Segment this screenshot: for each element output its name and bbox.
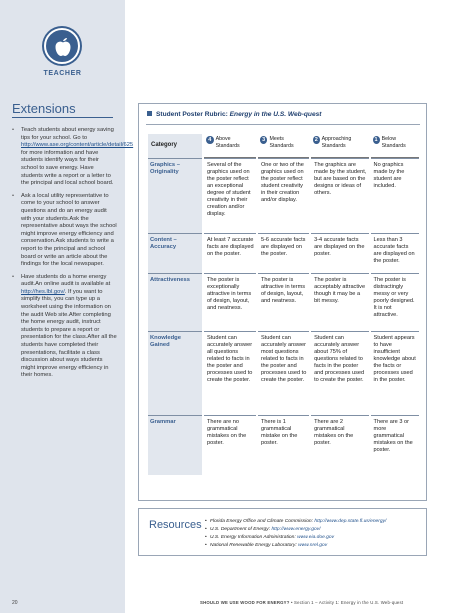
row-category: Grammar — [148, 415, 202, 475]
rubric-cell: There is 1 grammatical mistake on the poster. — [258, 415, 309, 475]
rubric-table — [146, 134, 421, 475]
row-category: Knowledge Gained — [148, 331, 202, 415]
resources-box — [138, 508, 427, 556]
extension-item: • Have students do a home energy audit.An online audit is available at http://hes.lbl.gov/. If you want to simplify this, you can type up a worksheet using the information on the audit Web site.After completing the home energy audit, instruct students to prepare a report or presentation for the class.After all the students have completed their presentations, facilitate a class discussion about ways students might improve energy efficiency in their homes. — [12, 274, 117, 380]
extensions-title: Extensions — [12, 101, 76, 116]
level-number-icon: 2 — [314, 137, 318, 143]
rubric-cell: Student can accurately answer most questions related to facts in the poster and processes used to create the poster. — [258, 331, 309, 415]
teacher-sidebar — [0, 0, 134, 613]
level-number-icon: 3 — [260, 136, 268, 144]
resource-item: • U.S. Department of Energy: http://www.energy.gov/ — [205, 526, 425, 534]
table-row — [148, 158, 419, 233]
table-row — [148, 331, 419, 415]
level-header-3: 3 Meets Standards — [258, 134, 309, 158]
rubric-cell: The poster is exceptionally attractive in terms of design, layout, and neatness. — [204, 273, 256, 331]
resource-item: • Florida Energy Office and Climate Commission: http://www.dep.state.fl.us/energy/ — [205, 518, 425, 526]
rubric-cell: There are no grammatical mistakes on the poster. — [204, 415, 256, 475]
level-header-4: 4 Above Standards — [204, 134, 256, 158]
level-header-2: 2 Approaching Standards — [311, 134, 368, 158]
resource-link[interactable]: www.eia.doe.gov — [297, 535, 335, 540]
rubric-cell: The poster is distractingly messy or very poorly designed. It is not attractive. — [371, 273, 419, 331]
rubric-cell: 3-4 accurate facts are displayed on the poster. — [311, 233, 368, 273]
rubric-cell: The poster is acceptably attractive though it may be a bit messy. — [311, 273, 368, 331]
rubric-cell: There are 2 grammatical mistakes on the poster. — [311, 415, 368, 475]
rubric-cell: There are 3 or more grammatical mistakes on the poster. — [371, 415, 419, 475]
apple-icon — [54, 37, 72, 57]
table-row — [148, 273, 419, 331]
resources-title: Resources — [149, 519, 202, 531]
rubric-title: Student Poster Rubric: Energy in the U.S. Web-quest — [147, 111, 322, 118]
rubric-cell: One or two of the graphics used on the poster reflect student creativity in their creation and/or display. — [258, 158, 309, 233]
resource-link[interactable]: http://www.dep.state.fl.us/energy/ — [314, 519, 387, 524]
rubric-cell: The graphics are made by the student, but are based on the designs or ideas of others. — [311, 158, 368, 233]
rubric-cell: Less than 3 accurate facts are displayed on the poster. — [371, 233, 419, 273]
page-number: 20 — [12, 600, 18, 606]
extensions-list — [12, 127, 134, 385]
resource-link[interactable]: www.nrel.gov — [298, 543, 328, 548]
teacher-badge — [44, 28, 80, 64]
rubric-cell: Student can accurately answer about 75% of questions related to facts in the poster and processes used to create the poster. — [311, 331, 368, 415]
level-number-icon: 1 — [374, 137, 378, 143]
rubric-cell: Several of the graphics used on the poster reflect an exceptional degree of student creativity in their creation and/or display. — [204, 158, 256, 233]
teacher-label: TEACHER — [43, 70, 82, 77]
rubric-cell: Student can accurately answer all questions related to facts in the poster and processes used to create the poster. — [204, 331, 256, 415]
table-row — [148, 233, 419, 273]
category-header: Category — [148, 134, 202, 158]
rubric-cell: The poster is attractive in terms of design, layout, and neatness. — [258, 273, 309, 331]
row-category: Attractiveness — [148, 273, 202, 331]
extension-item: • Teach students about energy saving tips for your school. Go to http://www.ase.org/content/article/detail/625 for more information and have students identify ways for their school to save energy. Have students write a report or a letter to the principal and local school board. — [12, 127, 117, 188]
rubric-cell: Student appears to have insufficient knowledge about the facts or processes used in the poster. — [371, 331, 419, 415]
resource-item: • National Renewable Energy Laboratory: www.nrel.gov — [205, 542, 425, 550]
extensions-divider — [12, 117, 113, 118]
rubric-cell: At least 7 accurate facts are displayed on the poster. — [204, 233, 256, 273]
level-header-1: 1 Below Standards — [371, 134, 419, 158]
resource-link[interactable]: http://www.energy.gov/ — [271, 527, 321, 532]
resources-list — [205, 518, 425, 550]
ase-link[interactable]: http://www.ase.org/content/article/detail/625 — [21, 142, 134, 149]
extension-item: • Ask a local utility representative to come to your school to answer questions and do an energy audit with your students.Ask the representative about ways the school might improve energy efficiency and conservation.Ask students to write a report to the principal and school board or write an article about the findings for the local newspaper. — [12, 193, 117, 269]
hes-link[interactable]: http://hes.lbl.gov/ — [21, 288, 65, 295]
table-row — [148, 415, 419, 475]
page-footer: SHOULD WE USE WOOD FOR ENERGY? • Section 1 – Activity 1: Energy in the U.S. Web-quest — [200, 600, 404, 605]
row-category: Graphics – Originality — [148, 158, 202, 233]
rubric-divider — [146, 124, 420, 125]
poster-rubric — [138, 103, 427, 501]
row-category: Content – Accuracy — [148, 233, 202, 273]
rubric-cell: 5-6 accurate facts are displayed on the poster. — [258, 233, 309, 273]
level-number-icon: 4 — [206, 136, 214, 144]
rubric-cell: No graphics made by the student are included. — [371, 158, 419, 233]
resource-item: • U.S. Energy Information Administration: www.eia.doe.gov — [205, 534, 425, 542]
square-bullet-icon — [147, 111, 152, 116]
